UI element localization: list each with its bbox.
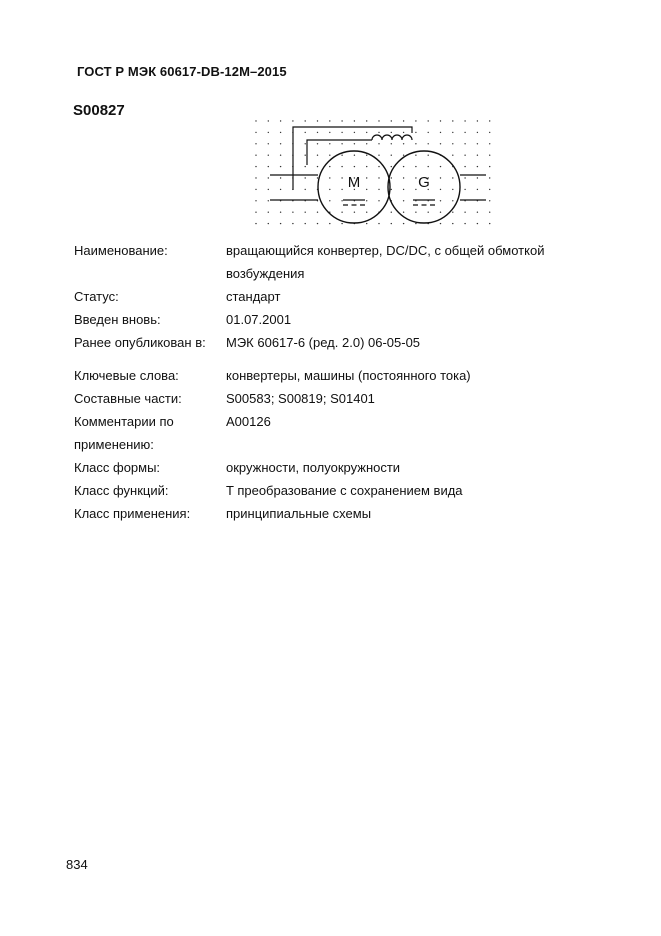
- field-status: [74, 285, 594, 308]
- field-value-line: 01.07.2001: [226, 312, 292, 327]
- field-previously-published: [74, 331, 594, 354]
- field-label-line: Комментарии по: [74, 414, 174, 429]
- field-value-line: МЭК 60617-6 (ред. 2.0) 06-05-05: [226, 335, 421, 350]
- page-number: 834: [66, 857, 88, 872]
- field-components: [74, 387, 594, 410]
- field-value-line: A00126: [226, 414, 271, 429]
- field-value-line: вращающийся конвертер, DC/DC, с общей обмоткой: [226, 243, 545, 258]
- field-value-line: T преобразование с сохранением вида: [226, 483, 463, 498]
- field-label: Статус:: [74, 289, 119, 304]
- symbol-code: S00827: [73, 102, 125, 119]
- generator-letter: G: [418, 174, 430, 191]
- field-name: [74, 239, 594, 285]
- field-label: Введен вновь:: [74, 312, 161, 327]
- field-value-line: S00583; S00819; S01401: [226, 391, 375, 406]
- field-value-line: возбуждения: [226, 266, 305, 281]
- field-keywords: [74, 364, 594, 387]
- field-application-notes: [74, 410, 594, 456]
- field-label: Ранее опубликован в:: [74, 335, 206, 350]
- motor-letter: M: [347, 174, 361, 191]
- field-application-class: [74, 502, 594, 525]
- field-label: Составные части:: [74, 391, 182, 406]
- field-value-line: стандарт: [226, 289, 281, 304]
- excitation-winding-coil: [372, 135, 412, 140]
- field-label: Наименование:: [74, 243, 168, 258]
- field-value-line: принципиальные схемы: [226, 506, 372, 521]
- field-function-class: [74, 479, 594, 502]
- field-label-line: применению:: [74, 437, 154, 452]
- rotating-converter-symbol: [248, 117, 508, 239]
- grid-dots: [255, 120, 490, 224]
- field-label: Класс формы:: [74, 460, 161, 475]
- field-label: Класс функций:: [74, 483, 169, 498]
- field-introduced: [74, 308, 594, 331]
- field-label: Класс применения:: [74, 506, 191, 521]
- field-value-line: окружности, полуокружности: [226, 460, 401, 475]
- field-label: Ключевые слова:: [74, 368, 179, 383]
- document-header: ГОСТ Р МЭК 60617-DB-12M–2015: [77, 64, 287, 79]
- field-value-line: конвертеры, машины (постоянного тока): [226, 368, 471, 383]
- field-form-class: [74, 456, 594, 479]
